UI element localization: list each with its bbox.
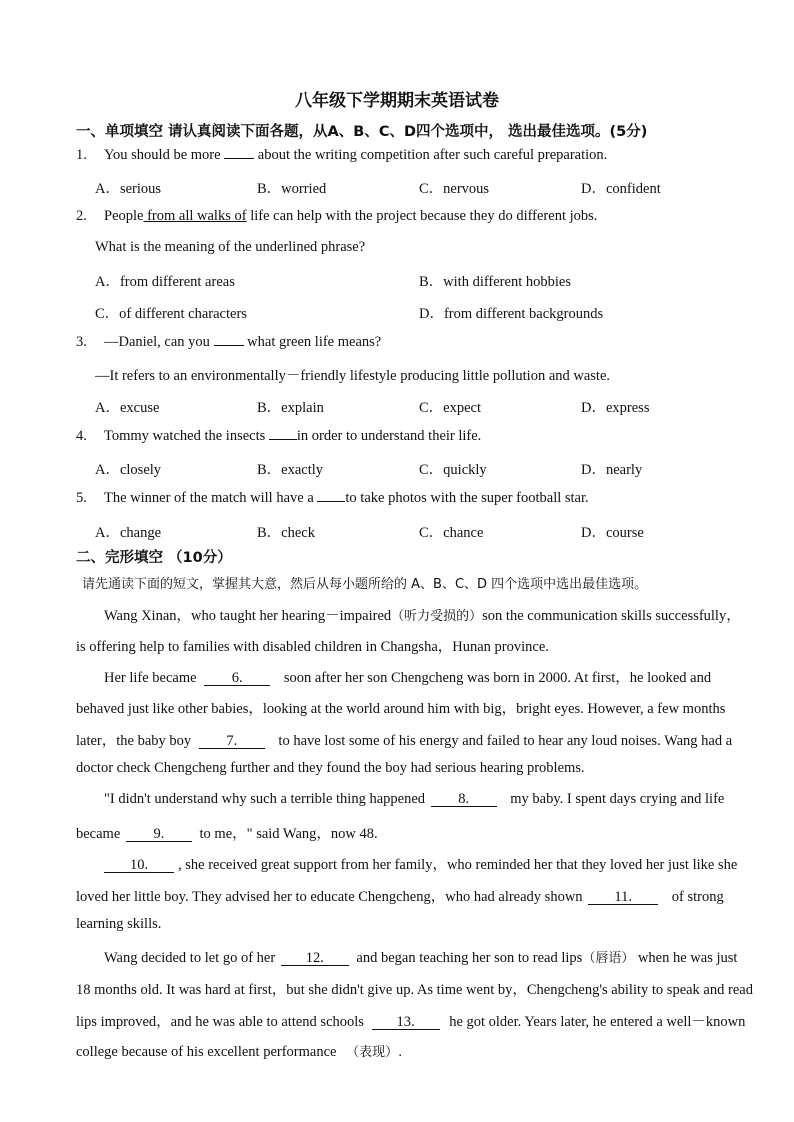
passage-line: became 9. to me，" said Wang，now 48. (76, 826, 378, 842)
option-a: A．change (95, 525, 162, 541)
cloze-blank: 7. (199, 734, 265, 749)
answer-blank (214, 333, 244, 346)
answer-blank (317, 489, 345, 502)
option-c: C．of different characters (95, 306, 247, 322)
question-2-sub: What is the meaning of the underlined phrase? (95, 239, 366, 255)
option-b: B．with different hobbies (419, 274, 571, 290)
passage-line: doctor check Chengcheng further and they found the boy had serious hearing problems. (76, 760, 585, 776)
passage-line: "I didn't understand why such a terrible thing happened 8. my baby. I spent days crying and life (104, 791, 725, 807)
passage-line: loved her little boy. They advised her to educate Chengcheng，who had already shown 11. of strong (76, 889, 724, 905)
answer-blank (269, 427, 297, 440)
passage-line: Wang decided to let go of her 12. and began teaching her son to read lips（唇语） when he was just (104, 950, 738, 966)
section2-heading: 二、完形填空 （10分） (76, 550, 232, 566)
question-1: 1. You should be more about the writing competition after such careful preparation. (76, 147, 608, 163)
passage-line: 10. , she received great support from her family，who reminded her that they loved her just like she (104, 853, 737, 874)
option-a: A．serious (95, 181, 162, 197)
option-a: A．excuse (95, 400, 160, 416)
answer-blank (224, 146, 254, 159)
option-d: D．express (581, 400, 650, 416)
cloze-blank: 13. (372, 1015, 440, 1030)
passage-line: behaved just like other babies，looking at the world around him with big，bright eyes. However, a few months (76, 701, 726, 717)
question-5: 5. The winner of the match will have a to take photos with the super football star. (76, 490, 589, 506)
option-b: B．worried (257, 181, 327, 197)
option-d: D．confident (581, 181, 661, 197)
question-2: 2. People from all walks of life can help with the project because they do different jobs. (76, 208, 598, 224)
option-d: D．nearly (581, 462, 643, 478)
option-c: C．chance (419, 525, 484, 541)
option-c: C．nervous (419, 181, 490, 197)
section2-instruction: 请先通读下面的短文，掌握其大意，然后从每小题所给的 A、B、C、D 四个选项中选出最佳选项。 (82, 577, 648, 592)
cloze-blank: 9. (126, 827, 192, 842)
section1-heading: 一、单项填空 请认真阅读下面各题，从A、B、C、D四个选项中， 选出最佳选项。(5分) (76, 124, 648, 140)
option-a: A．from different areas (95, 274, 235, 290)
option-a: A．closely (95, 462, 162, 478)
passage-line: 18 months old. It was hard at first，but she didn't give up. As time went by，Chengcheng's ability to speak and read (76, 982, 753, 998)
passage-line: learning skills. (76, 916, 162, 932)
cloze-blank: 11. (588, 890, 658, 905)
page-title: 八年级下学期期末英语试卷 (295, 91, 499, 111)
option-c: C．quickly (419, 462, 487, 478)
underlined-phrase: from all walks of (143, 208, 247, 224)
option-d: D．from different backgrounds (419, 306, 604, 322)
option-c: C．expect (419, 400, 482, 416)
option-b: B．check (257, 525, 315, 541)
passage-line: college because of his excellent performance （表现）. (76, 1044, 403, 1060)
cloze-blank: 10. (104, 858, 174, 873)
passage-line: Her life became 6. soon after her son Chengcheng was born in 2000. At first，he looked and (104, 670, 712, 686)
cloze-blank: 12. (281, 951, 349, 966)
passage-line: lips improved，and he was able to attend schools 13. he got older. Years later, he entered a well－known (76, 1014, 746, 1030)
passage-line: later，the baby boy 7. to have lost some of his energy and failed to hear any loud noises. Wang had a (76, 733, 733, 749)
passage-line: is offering help to families with disabled children in Changsha，Hunan province. (76, 639, 549, 655)
question-3-sub: —It refers to an environmentally－friendly lifestyle producing little pollution and waste. (95, 368, 611, 384)
passage-line: Wang Xinan，who taught her hearing－impaired（听力受损的）son the communication skills successfully， (104, 608, 741, 624)
cloze-blank: 8. (431, 792, 497, 807)
cloze-blank: 6. (204, 671, 270, 686)
question-4: 4. Tommy watched the insects in order to understand their life. (76, 428, 482, 444)
option-b: B．explain (257, 400, 324, 416)
option-d: D．course (581, 525, 644, 541)
question-3: 3. —Daniel, can you what green life means? (76, 334, 382, 350)
option-b: B．exactly (257, 462, 324, 478)
